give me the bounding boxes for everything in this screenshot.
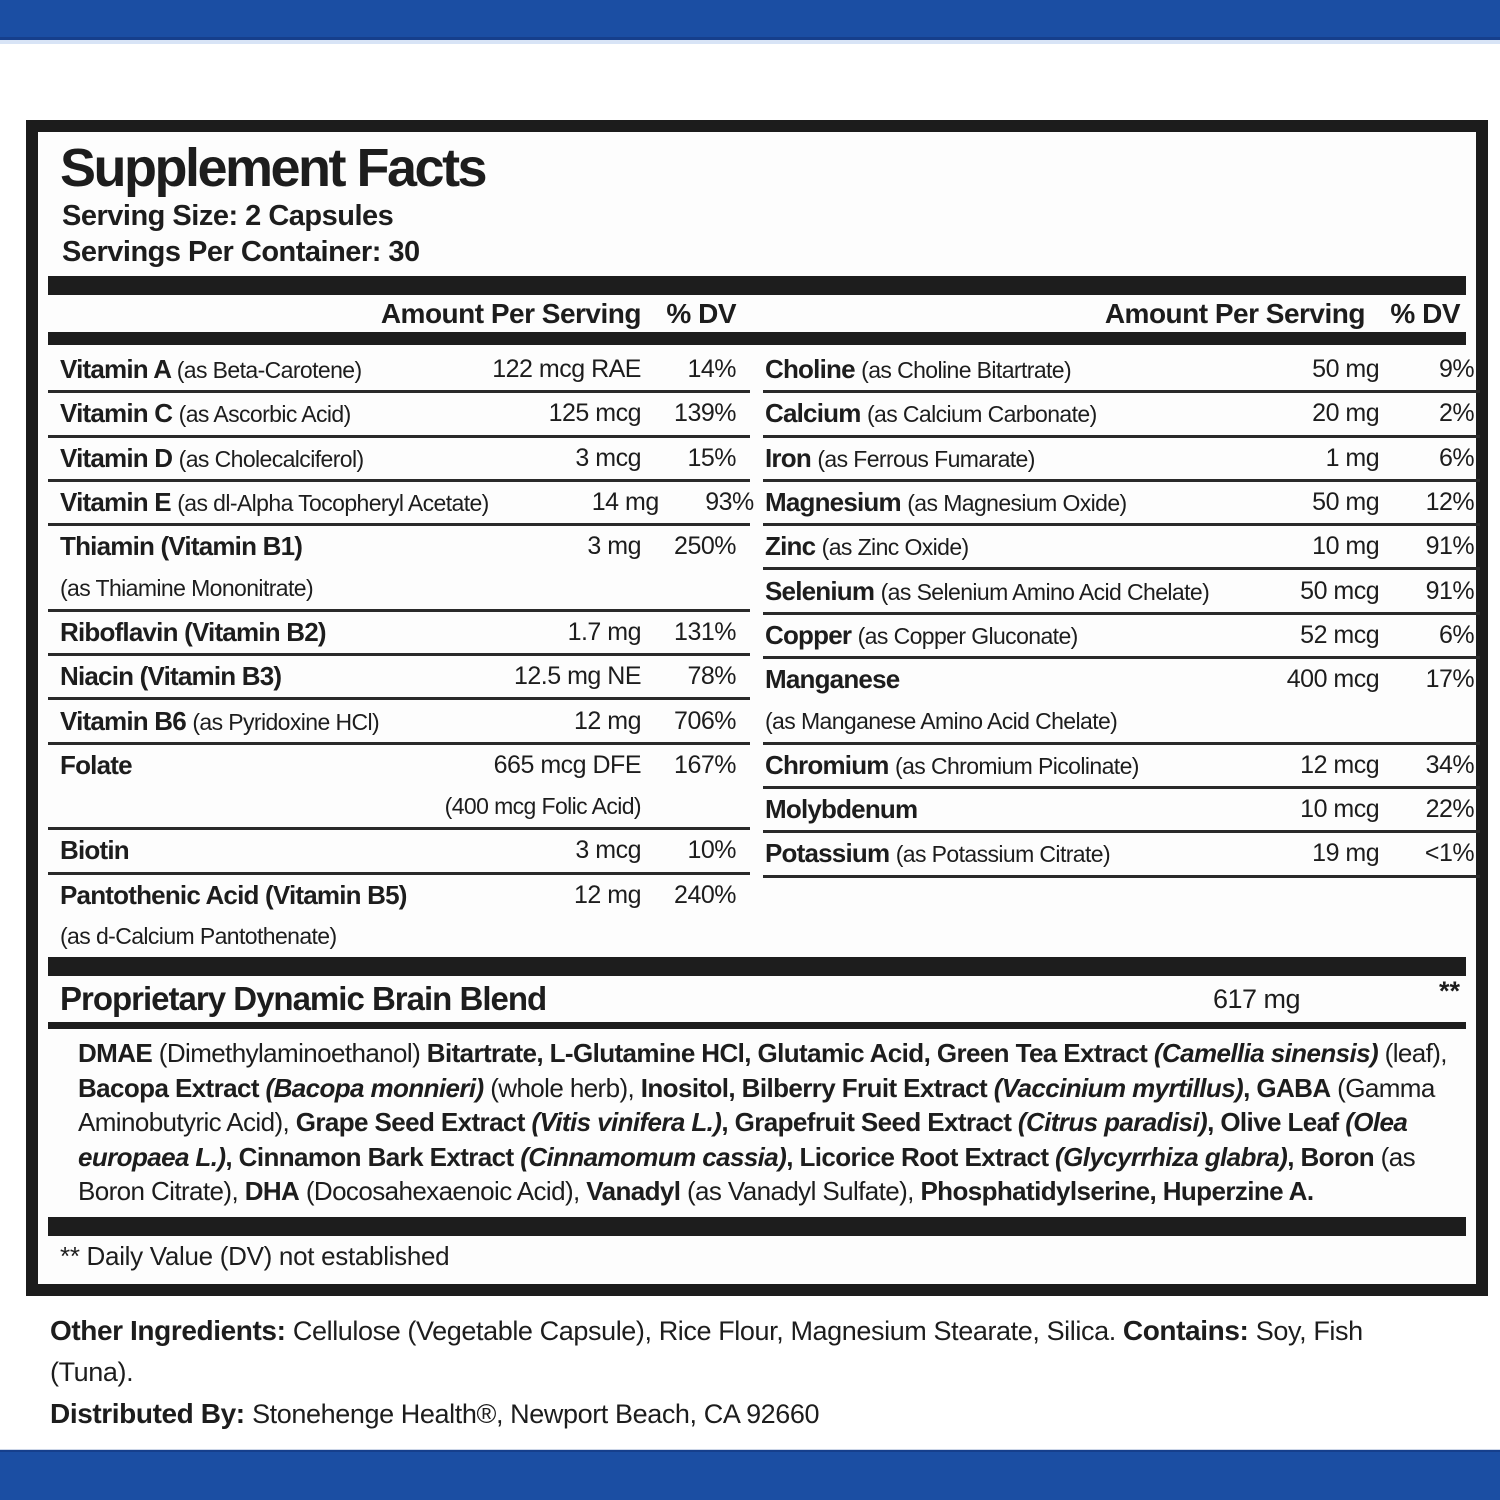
nutrient-amount: 400 mcg	[1286, 665, 1380, 694]
nutrient-name: Thiamin (Vitamin B1)	[60, 531, 303, 562]
right-amount-header: Amount Per Serving	[1104, 297, 1365, 329]
nutrient-dv: <1%	[1424, 839, 1475, 868]
text-run: (as Vanadyl Sulfate),	[680, 1176, 921, 1207]
nutrient-name: Calcium (as Calcium Carbonate)	[765, 398, 1097, 429]
text-run: Distributed By:	[50, 1398, 253, 1429]
nutrient-name: Folate	[60, 749, 132, 780]
nutrient-amount: 50 mg	[1312, 488, 1380, 517]
nutrient-row	[48, 700, 750, 744]
panel-title: Supplement Facts	[60, 138, 486, 198]
nutrient-amount: 1.7 mg	[567, 617, 641, 646]
text-run: ,	[721, 1107, 735, 1138]
nutrient-table-left	[48, 349, 754, 957]
right-column-header	[763, 295, 1466, 332]
nutrient-row	[763, 789, 1480, 833]
nutrient-source: (as Choline Bitartrate)	[861, 357, 1072, 384]
text-run: (leaf),	[1378, 1038, 1447, 1069]
nutrient-amount: 3 mcg	[575, 443, 641, 472]
text-run: Phosphatidylserine, Huperzine A.	[920, 1176, 1314, 1207]
nutrient-source: (as Potassium Citrate)	[895, 841, 1111, 868]
top-brand-bar	[0, 0, 1500, 40]
nutrient-source: (as Pyridoxine HCl)	[192, 708, 380, 735]
text-run: ,	[1287, 1141, 1301, 1172]
text-run: ,	[1243, 1072, 1257, 1103]
nutrient-amount: 12 mg	[574, 706, 641, 735]
nutrient-source: (as Beta-Carotene)	[176, 357, 362, 384]
nutrient-dv: 10%	[687, 836, 736, 865]
nutrient-amount: 50 mg	[1312, 355, 1380, 384]
nutrient-row	[48, 875, 750, 958]
nutrient-dv: 6%	[1439, 443, 1475, 472]
text-run: (Vaccinium myrtillus)	[993, 1072, 1244, 1103]
nutrient-name: Vitamin A (as Beta-Carotene)	[60, 354, 362, 385]
nutrient-amount: 665 mcg DFE	[493, 750, 641, 779]
nutrient-name: Chromium (as Chromium Picolinate)	[765, 749, 1139, 780]
nutrient-subline: (as Manganese Amino Acid Chelate)	[765, 707, 1118, 734]
nutrient-amount: 50 mcg	[1300, 576, 1380, 605]
nutrient-row	[48, 438, 750, 482]
nutrient-row	[48, 656, 750, 700]
text-run: ,	[225, 1141, 239, 1172]
daily-value-footnote: ** Daily Value (DV) not established	[60, 1240, 450, 1271]
text-run: Contains:	[1122, 1315, 1256, 1346]
left-amount-header: Amount Per Serving	[380, 297, 641, 329]
nutrient-source: (as Cholecalciferol)	[178, 445, 364, 472]
nutrient-amount: 122 mcg RAE	[492, 355, 641, 384]
blend-title: Proprietary Dynamic Brain Blend	[60, 980, 547, 1018]
nutrient-row	[763, 745, 1480, 789]
nutrient-name: Vitamin D (as Cholecalciferol)	[60, 442, 364, 473]
nutrient-source: (as dl-Alpha Tocopheryl Acetate)	[177, 490, 489, 517]
nutrient-name: Pantothenic Acid (Vitamin B5)	[60, 879, 407, 910]
nutrient-dv: 139%	[674, 399, 736, 428]
nutrient-amount: 12.5 mg NE	[513, 662, 641, 691]
nutrient-dv: 9%	[1439, 355, 1475, 384]
footer-line	[50, 1393, 1450, 1435]
text-run: (Cinnamomum cassia)	[520, 1141, 787, 1172]
divider-bar-header	[48, 332, 1466, 345]
divider-bar-footnote	[48, 1217, 1466, 1236]
text-run: Stonehenge Health®, Newport Beach, CA 92660	[252, 1399, 820, 1429]
nutrient-dv: 91%	[1425, 532, 1475, 561]
nutrient-name: Choline (as Choline Bitartrate)	[765, 354, 1072, 385]
nutrient-source: (as Ferrous Fumarate)	[817, 445, 1035, 472]
nutrient-row	[763, 482, 1480, 526]
text-run: (Vitis vinifera L.)	[531, 1107, 722, 1138]
blend-title-divider	[48, 1022, 1466, 1029]
nutrient-subline: (as d-Calcium Pantothenate)	[60, 923, 337, 949]
nutrient-source: (as Selenium Amino Acid Chelate)	[880, 578, 1210, 605]
nutrient-name: Copper (as Copper Gluconate)	[765, 619, 1078, 650]
nutrient-dv: 2%	[1439, 399, 1475, 428]
nutrient-row	[763, 526, 1480, 570]
left-dv-header: % DV	[666, 297, 736, 329]
nutrient-dv: 15%	[687, 443, 736, 472]
text-run: Grape Seed Extract	[295, 1107, 532, 1138]
nutrient-amount: 12 mg	[574, 880, 641, 909]
nutrient-row	[763, 349, 1480, 393]
nutrient-name: Magnesium (as Magnesium Oxide)	[765, 487, 1127, 518]
nutrient-name: Riboflavin (Vitamin B2)	[60, 616, 326, 647]
nutrient-dv: 78%	[687, 662, 736, 691]
nutrient-row	[763, 615, 1480, 659]
nutrient-dv: 91%	[1425, 576, 1475, 605]
blend-amount: 617 mg	[1212, 983, 1300, 1014]
nutrient-row	[48, 482, 754, 526]
text-run: Boron	[1300, 1141, 1375, 1172]
nutrient-row	[763, 833, 1480, 877]
nutrient-amount: 3 mg	[587, 532, 641, 561]
nutrient-dv: 14%	[687, 355, 736, 384]
footer-text	[50, 1310, 1450, 1435]
nutrient-dv: 93%	[705, 488, 754, 517]
nutrient-row	[763, 438, 1480, 482]
text-run: (as Boron Citrate),	[78, 1141, 1415, 1207]
nutrient-row	[48, 745, 750, 831]
nutrient-dv: 17%	[1425, 665, 1475, 694]
left-column-header	[48, 295, 750, 332]
nutrient-amount: 1 mg	[1325, 443, 1380, 472]
nutrient-row	[48, 393, 750, 437]
nutrient-amount: 52 mcg	[1300, 620, 1380, 649]
nutrient-name: Vitamin B6 (as Pyridoxine HCl)	[60, 705, 380, 736]
text-run: Other Ingredients:	[50, 1315, 293, 1346]
nutrient-row	[763, 393, 1480, 437]
nutrient-dv: 167%	[674, 750, 736, 779]
text-run: Vanadyl	[586, 1176, 681, 1207]
nutrient-amount: 12 mcg	[1300, 750, 1380, 779]
nutrient-dv: 22%	[1425, 795, 1475, 824]
blend-ingredients-paragraph	[78, 1036, 1452, 1217]
nutrient-name: Niacin (Vitamin B3)	[60, 661, 282, 692]
text-run: (Dimethylaminoethanol)	[152, 1038, 427, 1069]
nutrient-row	[763, 570, 1480, 614]
text-run: (Glycyrrhiza glabra)	[1055, 1141, 1288, 1172]
nutrient-source: (as Calcium Carbonate)	[866, 401, 1097, 428]
nutrient-amount: 19 mg	[1312, 839, 1380, 868]
bottom-brand-bar	[0, 1450, 1500, 1500]
nutrient-dv: 12%	[1425, 488, 1475, 517]
divider-bar-blend-top	[48, 957, 1466, 976]
text-run: Cinnamon Bark Extract	[238, 1141, 521, 1172]
nutrient-tables	[48, 349, 1475, 957]
text-run: Cellulose (Vegetable Capsule), Rice Flour, Magnesium Stearate, Silica.	[292, 1316, 1123, 1346]
right-dv-header: % DV	[1390, 297, 1460, 329]
text-run: (whole herb),	[483, 1072, 641, 1103]
text-run: (Bacopa monnieri)	[265, 1072, 484, 1103]
nutrient-amount: 20 mg	[1312, 399, 1380, 428]
text-run: Soy, Fish (Tuna).	[50, 1316, 1363, 1387]
nutrient-source: (as Zinc Oxide)	[821, 534, 969, 561]
nutrient-subline: (as Thiamine Mononitrate)	[60, 574, 314, 601]
nutrient-source: (as Copper Gluconate)	[857, 622, 1078, 649]
nutrient-source: (as Chromium Picolinate)	[895, 752, 1139, 779]
supplement-facts-panel	[26, 120, 1488, 1296]
nutrient-dv: 706%	[674, 706, 736, 735]
nutrient-dv: 240%	[674, 880, 736, 909]
nutrient-row	[48, 526, 750, 612]
nutrient-name: Iron (as Ferrous Fumarate)	[765, 442, 1035, 473]
nutrient-table-right	[763, 349, 1480, 957]
text-run: Licorice Root Extract	[799, 1141, 1056, 1172]
text-run: (Citrus paradisi)	[1017, 1107, 1208, 1138]
nutrient-row	[763, 659, 1480, 745]
nutrient-amount: 10 mg	[1312, 532, 1380, 561]
text-run: Bacopa Extract	[78, 1072, 266, 1103]
nutrient-amount: 125 mcg	[548, 399, 641, 428]
nutrient-name: Molybdenum	[765, 794, 918, 825]
text-run: GABA	[1256, 1072, 1331, 1103]
nutrient-dv: 34%	[1425, 750, 1475, 779]
nutrient-amount: 3 mcg	[575, 836, 641, 865]
divider-bar-top	[48, 276, 1466, 295]
nutrient-amount: 10 mcg	[1300, 795, 1380, 824]
nutrient-name: Potassium (as Potassium Citrate)	[765, 838, 1111, 869]
text-run: Olive Leaf	[1220, 1107, 1346, 1138]
text-run: ,	[1207, 1107, 1221, 1138]
text-run: DHA	[244, 1176, 300, 1207]
text-run: (Docosahexaenoic Acid),	[299, 1176, 587, 1207]
nutrient-name: Biotin	[60, 835, 129, 866]
nutrient-name: Zinc (as Zinc Oxide)	[765, 531, 969, 562]
text-run: Inositol, Bilberry Fruit Extract	[640, 1072, 994, 1103]
servings-per-container-line: Servings Per Container: 30	[62, 236, 420, 268]
nutrient-row	[48, 349, 750, 393]
text-run: (Gamma Aminobutyric Acid),	[78, 1072, 1435, 1138]
nutrient-source: (as Ascorbic Acid)	[178, 401, 351, 428]
column-headers	[48, 295, 1466, 332]
nutrient-name: Manganese	[765, 664, 900, 695]
nutrient-amount: 14 mg	[591, 488, 659, 517]
text-run: DMAE	[78, 1038, 153, 1069]
nutrient-dv: 250%	[674, 532, 736, 561]
serving-size-line: Serving Size: 2 Capsules	[62, 200, 394, 232]
nutrient-row	[48, 830, 750, 874]
nutrient-name: Selenium (as Selenium Amino Acid Chelate)	[765, 575, 1210, 606]
top-brand-bar-accent	[0, 40, 1500, 44]
text-run: (Olea europaea L.)	[78, 1107, 1408, 1172]
nutrient-subline: (400 mcg Folic Acid)	[444, 793, 641, 820]
nutrient-name: Vitamin C (as Ascorbic Acid)	[60, 398, 351, 429]
footer-line	[50, 1310, 1450, 1393]
proprietary-blend-row	[48, 976, 1466, 1022]
text-run: ,	[786, 1141, 800, 1172]
nutrient-row	[48, 612, 750, 656]
nutrient-dv: 6%	[1439, 620, 1475, 649]
nutrient-source: (as Magnesium Oxide)	[907, 490, 1127, 517]
text-run: Grapefruit Seed Extract	[734, 1107, 1018, 1138]
text-run: (Camellia sinensis)	[1153, 1038, 1379, 1069]
nutrient-dv: 131%	[674, 617, 736, 646]
blend-dv-asterisks: **	[1438, 976, 1460, 1007]
nutrient-name: Vitamin E (as dl-Alpha Tocopheryl Acetate)	[60, 487, 489, 518]
text-run: Bitartrate, L-Glutamine HCl, Glutamic Acid, Green Tea Extract	[426, 1038, 1154, 1069]
